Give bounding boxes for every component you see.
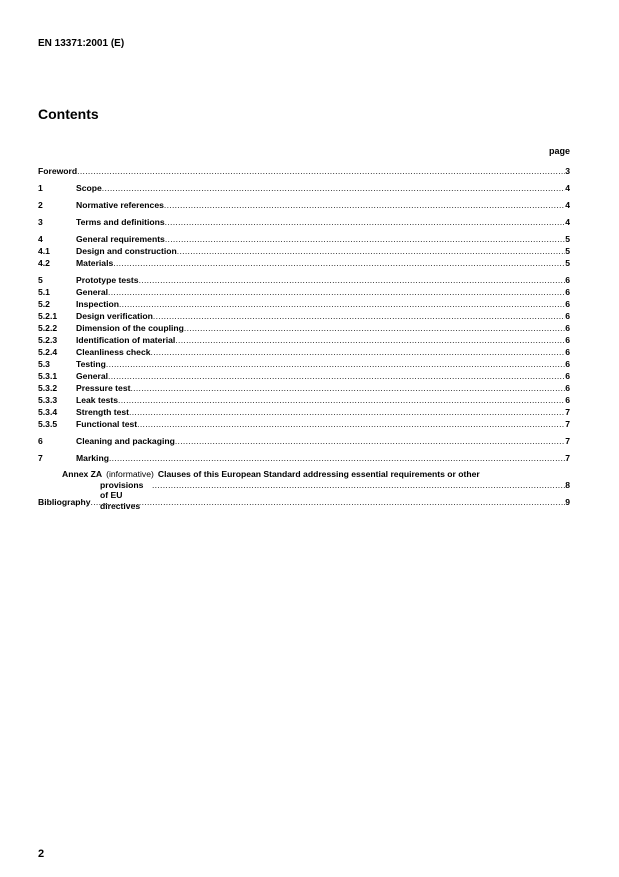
page-title: Contents — [38, 106, 99, 122]
annex-page: 8 — [565, 479, 570, 490]
page-number: 2 — [38, 848, 45, 860]
toc-entry-page: 6 — [565, 311, 570, 321]
document-id: EN 13371:2001 (E) — [38, 38, 125, 49]
toc-entry[interactable] — [38, 310, 570, 322]
dot-leader — [153, 310, 565, 322]
toc-entry-page: 7 — [565, 419, 570, 429]
toc-entry-number: 5.3.4 — [38, 407, 58, 417]
toc-entry-page: 7 — [565, 453, 570, 463]
toc-entry-label: General requirements — [76, 234, 165, 244]
toc-entry-label: General — [76, 287, 109, 297]
toc-entry-label: Inspection — [76, 299, 119, 309]
toc-entry[interactable] — [38, 370, 570, 382]
annex-title-line2: provisions of EU directives — [100, 479, 144, 511]
toc-entry-label: Strength test — [76, 407, 129, 417]
toc-entry-label: Cleaning and packaging — [76, 436, 175, 446]
toc-entry-number: 5.3.1 — [38, 371, 58, 381]
toc-entry-page: 6 — [565, 287, 570, 297]
dot-leader — [130, 382, 565, 394]
toc-entry-number: 4 — [38, 234, 43, 244]
dot-leader — [175, 334, 565, 346]
toc-entry-number: 5.2.4 — [38, 347, 58, 357]
toc-entry[interactable] — [38, 435, 570, 447]
toc-entry-label: Testing — [76, 359, 106, 369]
toc-entry-number: 5.3 — [38, 359, 50, 369]
toc-entry-page: 6 — [565, 383, 570, 393]
dot-leader — [109, 452, 565, 464]
toc-entry[interactable] — [38, 394, 570, 406]
toc-entry-number: 5.2 — [38, 299, 50, 309]
toc-entry-number: 5 — [38, 275, 43, 285]
toc-entry-page: 5 — [565, 246, 570, 256]
annex-type: (informative) — [106, 469, 154, 479]
dot-leader — [165, 233, 565, 245]
toc-entry-page: 3 — [565, 166, 570, 176]
dot-leader — [118, 394, 565, 406]
toc-entry-bibliography[interactable] — [38, 496, 570, 508]
toc-entry[interactable] — [38, 233, 570, 245]
toc-entry[interactable] — [38, 199, 570, 211]
page-column-label: page — [548, 146, 570, 156]
toc-entry[interactable] — [38, 382, 570, 394]
toc-entry[interactable] — [38, 245, 570, 257]
toc-entry-label: Prototype tests — [76, 275, 139, 285]
toc-entry-number: 7 — [38, 453, 43, 463]
toc-entry-label: Design and construction — [76, 246, 177, 256]
toc-entry-page: 7 — [565, 407, 570, 417]
toc-entry-label: Terms and definitions — [76, 217, 165, 227]
toc-entry-page: 5 — [565, 234, 570, 244]
toc-entry[interactable] — [38, 406, 570, 418]
dot-leader — [139, 274, 566, 286]
toc-entry-page: 7 — [565, 436, 570, 446]
toc-entry-label: Scope — [76, 183, 102, 193]
dot-leader — [137, 418, 565, 430]
toc-entry-page: 5 — [565, 258, 570, 268]
annex-name: Annex ZA — [62, 469, 103, 479]
toc-entry-label: Marking — [76, 453, 109, 463]
toc-entry[interactable] — [38, 182, 570, 194]
toc-entry[interactable] — [38, 334, 570, 346]
dot-leader — [108, 286, 565, 298]
toc-entry[interactable] — [38, 165, 570, 177]
toc-entry-page: 9 — [565, 496, 570, 507]
toc-entry-number: 3 — [38, 217, 43, 227]
dot-leader — [108, 370, 565, 382]
toc-entry-number: 1 — [38, 183, 43, 193]
dot-leader — [77, 165, 565, 177]
dot-leader — [113, 257, 565, 269]
toc-entry-page: 6 — [565, 359, 570, 369]
dot-leader — [164, 199, 565, 211]
toc-entry-label: Normative references — [76, 200, 164, 210]
annex-title-line1: Clauses of this European Standard addressing essential requirements or other — [157, 469, 480, 479]
toc-entry-number: 5.3.3 — [38, 395, 58, 405]
toc-entry-number: 5.3.5 — [38, 419, 58, 429]
dot-leader — [102, 182, 565, 194]
toc-entry[interactable] — [38, 274, 570, 286]
dot-leader — [106, 358, 565, 370]
toc-entry-label: Bibliography — [38, 496, 91, 507]
dot-leader — [151, 346, 566, 358]
toc-entry-label: Pressure test — [76, 383, 131, 393]
toc-entry-page: 6 — [565, 371, 570, 381]
toc-entry-label: General — [76, 371, 109, 381]
toc-entry-page: 4 — [565, 200, 570, 210]
dot-leader — [119, 298, 565, 310]
toc-entry[interactable] — [38, 418, 570, 430]
toc-entry-label: Identification of material — [76, 335, 176, 345]
dot-leader — [165, 216, 566, 228]
toc-entry-label: Leak tests — [76, 395, 119, 405]
toc-entry-page: 6 — [565, 299, 570, 309]
toc-entry-number: 5.2.3 — [38, 335, 58, 345]
dot-leader — [129, 406, 565, 418]
toc-entry-label: Materials — [76, 258, 114, 268]
toc-entry-label: Dimension of the coupling — [76, 323, 184, 333]
dot-leader — [184, 322, 565, 334]
toc-entry[interactable] — [38, 358, 570, 370]
table-of-contents — [38, 165, 570, 511]
toc-entry[interactable] — [38, 298, 570, 310]
dot-leader — [177, 245, 565, 257]
toc-entry[interactable] — [38, 322, 570, 334]
toc-entry-page: 4 — [565, 217, 570, 227]
toc-entry-number: 4.2 — [38, 258, 50, 268]
toc-entry[interactable] — [38, 346, 570, 358]
toc-entry-number: 4.1 — [38, 246, 50, 256]
toc-entry-number: 5.2.2 — [38, 323, 58, 333]
dot-leader — [91, 496, 566, 508]
toc-entry-page: 6 — [565, 323, 570, 333]
dot-leader — [152, 480, 565, 491]
toc-entry-page: 6 — [565, 347, 570, 357]
toc-entry-label: Cleanliness check — [76, 347, 151, 357]
toc-entry-label: Foreword — [38, 166, 78, 176]
toc-entry-page: 4 — [565, 183, 570, 193]
toc-entry-page: 6 — [565, 335, 570, 345]
toc-entry[interactable] — [38, 257, 570, 269]
toc-entry[interactable] — [38, 452, 570, 464]
toc-entry-number: 2 — [38, 200, 43, 210]
toc-entry[interactable] — [38, 286, 570, 298]
toc-entry-number: 6 — [38, 436, 43, 446]
toc-entry-number: 5.2.1 — [38, 311, 58, 321]
toc-entry-page: 6 — [565, 395, 570, 405]
dot-leader — [175, 435, 565, 447]
toc-entry-number: 5.1 — [38, 287, 50, 297]
toc-entry-number: 5.3.2 — [38, 383, 58, 393]
toc-entry-label: Design verification — [76, 311, 153, 321]
toc-entry-page: 6 — [565, 275, 570, 285]
toc-entry[interactable] — [38, 216, 570, 228]
toc-entry-label: Functional test — [76, 419, 138, 429]
